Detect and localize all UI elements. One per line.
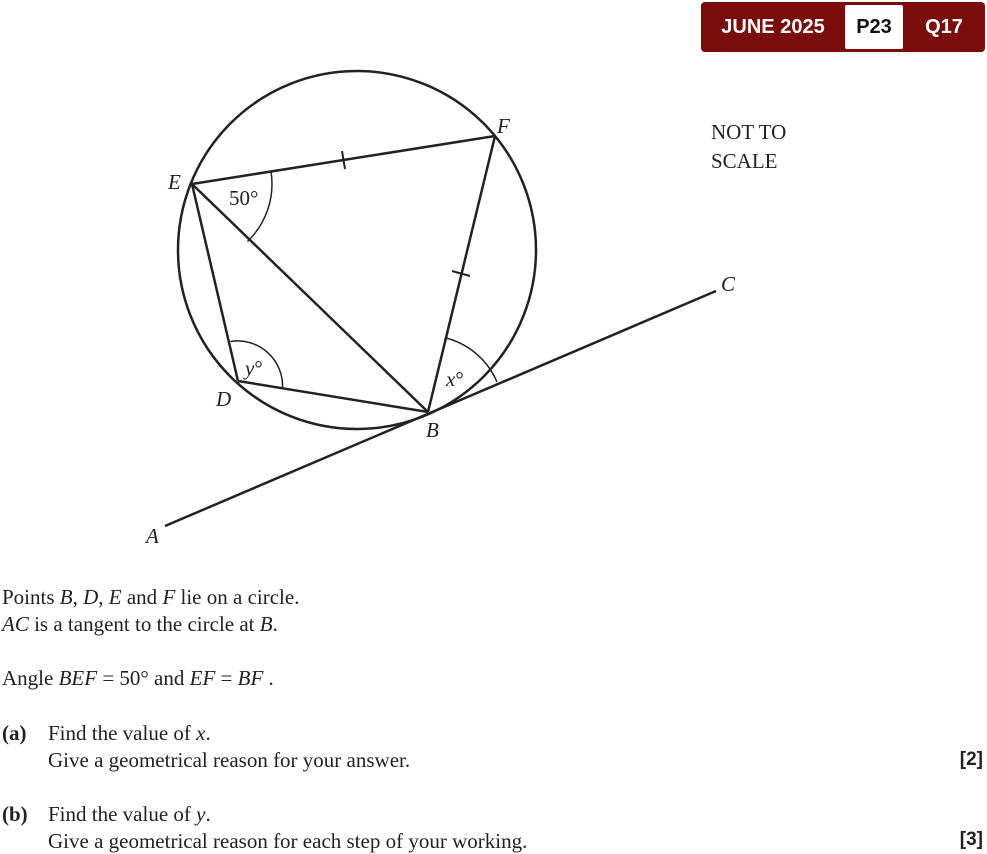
- part-a-line-2: Give a geometrical reason for your answer.: [48, 748, 411, 772]
- angle-label-y: y°: [245, 356, 263, 380]
- point-label-b: B: [426, 418, 439, 442]
- part-b-marks: [3]: [959, 829, 983, 850]
- point-label-d: D: [216, 387, 232, 411]
- paper-number: P23: [845, 5, 903, 49]
- angle-label-x: x°: [446, 367, 464, 391]
- point-label-c: C: [721, 272, 736, 296]
- question-statement-2: AC is a tangent to the circle at B.: [2, 612, 278, 636]
- part-a-label: (a): [2, 721, 27, 745]
- point-label-f: F: [497, 114, 510, 138]
- circle: [178, 71, 536, 429]
- part-a-line-1: (a) Find the value of x.: [2, 721, 211, 745]
- point-label-a: A: [146, 524, 159, 548]
- not-to-scale-note: [711, 118, 786, 176]
- question-number: Q17: [925, 15, 963, 38]
- question-statement-1: Points B, D, E and F lie on a circle.: [2, 585, 300, 609]
- part-b-line-1: (b) Find the value of y.: [2, 802, 211, 826]
- tangent-line-ac: [165, 291, 716, 526]
- not-to-scale-line-1: NOT TO: [711, 120, 787, 144]
- point-label-e: E: [168, 170, 181, 194]
- chord-eb: [192, 184, 428, 412]
- part-b-line-2: Give a geometrical reason for each step of your working.: [48, 829, 528, 853]
- part-a-marks: [2]: [959, 749, 983, 770]
- question-statement-3: Angle BEF = 50° and EF = BF .: [2, 666, 274, 690]
- chord-ed: [192, 184, 238, 381]
- not-to-scale-line-2: SCALE: [711, 149, 778, 173]
- exam-session: JUNE 2025: [721, 15, 825, 38]
- part-b-label: (b): [2, 802, 28, 826]
- angle-label-bef: 50°: [229, 186, 259, 210]
